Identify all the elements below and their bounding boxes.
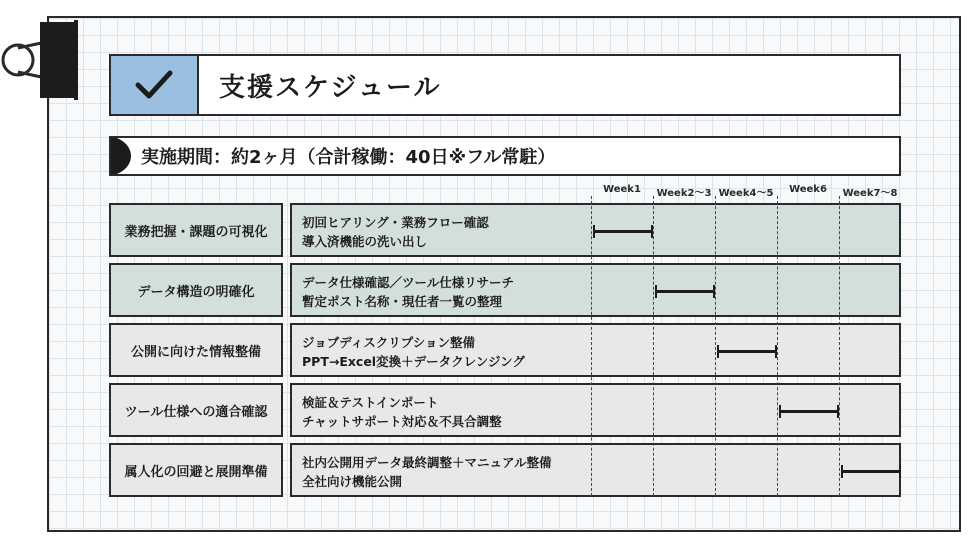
week-label: Week6: [789, 184, 827, 195]
task-item: PPT→Excel変換＋データクレンジング: [302, 354, 525, 369]
task-item: ジョブディスクリプション整備: [302, 335, 476, 350]
phase-row: [109, 443, 901, 497]
task-list: [302, 333, 592, 371]
phase-timeline-bar: [717, 350, 777, 353]
week-label: Week4〜5: [718, 188, 774, 199]
task-item: 暫定ポスト名称・現任者一覧の整理: [302, 294, 503, 309]
page-title: 支援スケジュール: [219, 72, 442, 103]
phase-tasks: [290, 203, 901, 257]
phase-tasks: [290, 323, 901, 377]
week-label: Week7〜8: [842, 188, 898, 199]
task-item: 全社向け機能公開: [302, 474, 403, 489]
task-list: [302, 213, 592, 251]
phase-tasks: [290, 443, 901, 497]
task-item: 社内公開用データ最終調整＋マニュアル整備: [302, 455, 552, 470]
task-list: [302, 273, 592, 311]
phase-timeline-bar: [841, 470, 901, 473]
phase-row: [109, 263, 901, 317]
phase-row: [109, 383, 901, 437]
task-list: [302, 393, 592, 431]
week-label: Week2〜3: [656, 188, 712, 199]
binder-clip-icon: [0, 18, 80, 102]
phase-row: [109, 203, 901, 257]
title-bar: [109, 54, 901, 116]
task-item: 検証＆テストインポート: [302, 395, 439, 410]
phase-timeline-bar: [593, 230, 653, 233]
period-bar: [109, 136, 901, 176]
task-item: 導入済機能の洗い出し: [302, 234, 428, 249]
phase-label: 属人化の回避と展開準備: [109, 443, 283, 497]
phase-timeline-bar: [655, 290, 715, 293]
phase-tasks: [290, 263, 901, 317]
phase-label: ツール仕様への適合確認: [109, 383, 283, 437]
week-header: [591, 184, 901, 200]
task-item: 初回ヒアリング・業務フロー確認: [302, 215, 489, 230]
task-item: チャットサポート対応＆不具合調整: [302, 414, 502, 429]
phase-label: 公開に向けた情報整備: [109, 323, 283, 377]
week-label: Week1: [603, 184, 641, 195]
period-tab-marker: [109, 136, 131, 176]
phase-row: [109, 323, 901, 377]
checkmark-icon: [134, 68, 174, 102]
phase-label: データ構造の明確化: [109, 263, 283, 317]
task-item: データ仕様確認／ツール仕様リサーチ: [302, 275, 515, 290]
phase-timeline-bar: [779, 410, 839, 413]
check-box: [111, 56, 199, 114]
task-list: [302, 453, 592, 491]
phase-label: 業務把握・課題の可視化: [109, 203, 283, 257]
phase-tasks: [290, 383, 901, 437]
period-text: 実施期間：約2ヶ月（合計稼働：40日※フル常駐）: [141, 147, 556, 168]
